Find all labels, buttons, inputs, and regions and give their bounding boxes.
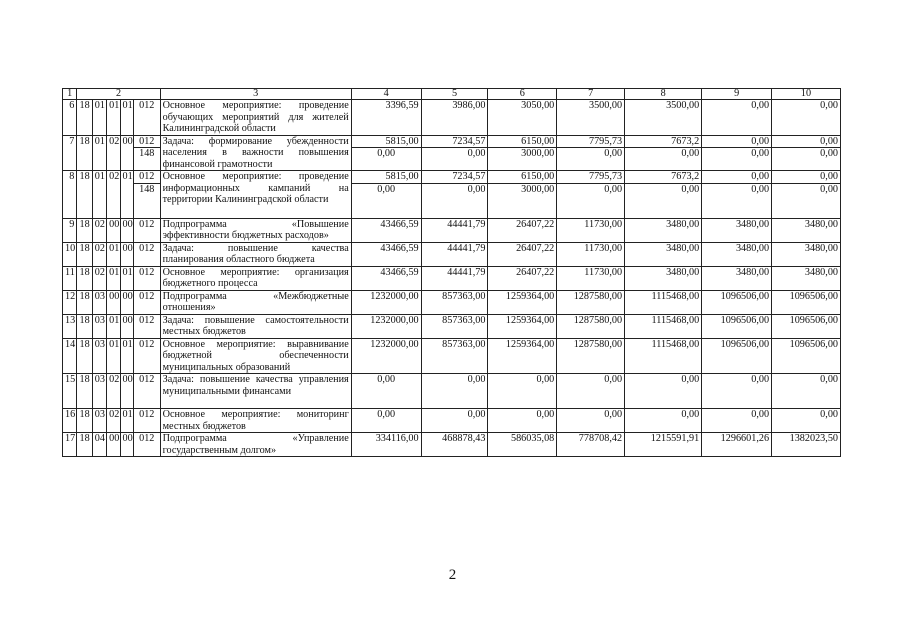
table-row (63, 242, 841, 266)
row-number: 12 (63, 290, 77, 314)
value-cell: 1115468,00 (625, 338, 702, 374)
value-cell: 3480,00 (772, 242, 841, 266)
value-cell: 1232000,00 (351, 314, 421, 338)
table-row (63, 171, 841, 184)
value-cell: 0,00 (421, 374, 488, 409)
header-cell: 10 (772, 89, 841, 100)
header-cell: 4 (351, 89, 421, 100)
value-cell: 0,00 (625, 374, 702, 409)
value-cell: 7234,57 (421, 171, 488, 184)
value-cell: 3480,00 (702, 218, 772, 242)
code-segment: 01 (107, 100, 120, 136)
code-segment: 04 (92, 433, 106, 457)
org-code: 012 (133, 374, 160, 409)
code-segment: 01 (120, 338, 133, 374)
value-cell: 1096506,00 (772, 314, 841, 338)
table-row (63, 374, 841, 409)
code-segment: 01 (120, 100, 133, 136)
code-segment: 00 (107, 218, 120, 242)
value-cell: 6150,00 (488, 135, 557, 148)
code-segment: 00 (107, 290, 120, 314)
org-code: 012 (133, 338, 160, 374)
code-segment: 02 (107, 374, 120, 409)
code-segment: 02 (107, 409, 120, 433)
value-cell: 1287580,00 (557, 290, 625, 314)
value-cell: 1096506,00 (772, 290, 841, 314)
table-row (63, 100, 841, 136)
value-cell: 0,00 (772, 374, 841, 409)
code-segment: 01 (92, 135, 106, 171)
description: Основное мероприятие: выравнивание бюджетной обеспеченности муниципальных образований (160, 338, 351, 374)
value-cell: 857363,00 (421, 314, 488, 338)
value-cell: 1287580,00 (557, 338, 625, 374)
value-cell: 43466,59 (351, 218, 421, 242)
value-cell: 1096506,00 (702, 290, 772, 314)
description: Задача: формирование убежденности населения в важности повышения финансовой грамотности (160, 135, 351, 171)
value-cell: 3986,00 (421, 100, 488, 136)
org-code: 012 (133, 135, 160, 148)
value-cell: 6150,00 (488, 171, 557, 184)
value-cell: 11730,00 (557, 242, 625, 266)
org-code: 012 (133, 171, 160, 184)
code-segment: 00 (107, 433, 120, 457)
org-code: 148 (133, 183, 160, 218)
value-cell: 1115468,00 (625, 290, 702, 314)
code-segment: 03 (92, 409, 106, 433)
value-cell: 468878,43 (421, 433, 488, 457)
value-cell: 0,00 (772, 171, 841, 184)
value-cell: 7795,73 (557, 171, 625, 184)
row-number: 16 (63, 409, 77, 433)
table-row (63, 338, 841, 374)
header-cell: 1 (63, 89, 77, 100)
value-cell: 3000,00 (488, 183, 557, 218)
value-cell: 5815,00 (351, 135, 421, 148)
code-segment: 18 (77, 171, 92, 219)
code-segment: 18 (77, 290, 92, 314)
code-segment: 18 (77, 100, 92, 136)
description: Основное мероприятие: мониторинг местных бюджетов (160, 409, 351, 433)
description: Подпрограмма «Межбюджетные отношения» (160, 290, 351, 314)
row-number: 7 (63, 135, 77, 171)
value-cell: 0,00 (702, 148, 772, 171)
org-code: 148 (133, 148, 160, 171)
code-segment: 18 (77, 242, 92, 266)
description: Основное мероприятие: проведение информационных кампаний на территории Калининградской области (160, 171, 351, 219)
table-row (63, 433, 841, 457)
header-cell: 2 (77, 89, 160, 100)
row-number: 13 (63, 314, 77, 338)
value-cell: 43466,59 (351, 266, 421, 290)
value-cell: 3000,00 (488, 148, 557, 171)
code-segment: 03 (92, 338, 106, 374)
value-cell: 1259364,00 (488, 338, 557, 374)
value-cell: 1096506,00 (702, 338, 772, 374)
value-cell: 0,00 (772, 135, 841, 148)
org-code: 012 (133, 242, 160, 266)
code-segment: 01 (107, 242, 120, 266)
value-cell: 0,00 (702, 135, 772, 148)
row-number: 15 (63, 374, 77, 409)
value-cell: 0,00 (488, 409, 557, 433)
code-segment: 18 (77, 338, 92, 374)
code-segment: 00 (120, 242, 133, 266)
value-cell: 0,00 (772, 183, 841, 218)
value-cell: 11730,00 (557, 266, 625, 290)
code-segment: 03 (92, 290, 106, 314)
code-segment: 18 (77, 135, 92, 171)
value-cell: 0,00 (702, 183, 772, 218)
value-cell: 0,00 (702, 100, 772, 136)
code-segment: 00 (120, 314, 133, 338)
value-cell: 0,00 (557, 148, 625, 171)
row-number: 17 (63, 433, 77, 457)
table-row (63, 218, 841, 242)
description: Подпрограмма «Повышение эффективности бюджетных расходов» (160, 218, 351, 242)
value-cell: 0,00 (702, 374, 772, 409)
value-cell: 1096506,00 (772, 338, 841, 374)
code-segment: 02 (107, 171, 120, 219)
value-cell: 857363,00 (421, 338, 488, 374)
code-segment: 18 (77, 218, 92, 242)
table-row (63, 409, 841, 433)
value-cell: 1259364,00 (488, 314, 557, 338)
table-row (63, 135, 841, 148)
value-cell: 334116,00 (351, 433, 421, 457)
value-cell: 26407,22 (488, 218, 557, 242)
value-cell: 0,00 (625, 183, 702, 218)
code-segment: 01 (120, 409, 133, 433)
code-segment: 01 (120, 266, 133, 290)
row-number: 8 (63, 171, 77, 219)
row-number: 11 (63, 266, 77, 290)
value-cell: 0,00 (557, 374, 625, 409)
code-segment: 01 (107, 266, 120, 290)
table-row (63, 290, 841, 314)
value-cell: 0,00 (625, 409, 702, 433)
description: Задача: повышение качества планирования областного бюджета (160, 242, 351, 266)
value-cell: 586035,08 (488, 433, 557, 457)
value-cell: 857363,00 (421, 290, 488, 314)
value-cell: 0,00 (772, 409, 841, 433)
value-cell: 44441,79 (421, 266, 488, 290)
header-cell: 5 (421, 89, 488, 100)
value-cell: 0,00 (351, 409, 421, 433)
description: Подпрограмма «Управление государственным долгом» (160, 433, 351, 457)
value-cell: 1382023,50 (772, 433, 841, 457)
value-cell: 11730,00 (557, 218, 625, 242)
header-cell: 7 (557, 89, 625, 100)
value-cell: 1296601,26 (702, 433, 772, 457)
value-cell: 0,00 (421, 148, 488, 171)
value-cell: 7673,2 (625, 135, 702, 148)
row-number: 9 (63, 218, 77, 242)
page-number: 2 (448, 567, 457, 583)
code-segment: 00 (120, 218, 133, 242)
code-segment: 02 (107, 135, 120, 171)
value-cell: 0,00 (351, 374, 421, 409)
code-segment: 00 (120, 433, 133, 457)
value-cell: 7673,2 (625, 171, 702, 184)
row-number: 6 (63, 100, 77, 136)
value-cell: 3480,00 (772, 266, 841, 290)
code-segment: 02 (92, 266, 106, 290)
org-code: 012 (133, 314, 160, 338)
code-segment: 00 (120, 374, 133, 409)
value-cell: 778708,42 (557, 433, 625, 457)
row-number: 14 (63, 338, 77, 374)
table-body (63, 89, 841, 457)
value-cell: 3050,00 (488, 100, 557, 136)
org-code: 012 (133, 290, 160, 314)
value-cell: 44441,79 (421, 242, 488, 266)
value-cell: 3480,00 (702, 242, 772, 266)
code-segment: 18 (77, 266, 92, 290)
code-segment: 01 (92, 100, 106, 136)
value-cell: 44441,79 (421, 218, 488, 242)
header-cell: 6 (488, 89, 557, 100)
value-cell: 1115468,00 (625, 314, 702, 338)
value-cell: 3396,59 (351, 100, 421, 136)
value-cell: 0,00 (557, 409, 625, 433)
code-segment: 01 (107, 338, 120, 374)
description: Основное мероприятие: организация бюджетного процесса (160, 266, 351, 290)
value-cell: 3480,00 (772, 218, 841, 242)
value-cell: 0,00 (702, 409, 772, 433)
code-segment: 18 (77, 433, 92, 457)
org-code: 012 (133, 218, 160, 242)
value-cell: 1259364,00 (488, 290, 557, 314)
description: Задача: повышение самостоятельности местных бюджетов (160, 314, 351, 338)
value-cell: 43466,59 (351, 242, 421, 266)
code-segment: 18 (77, 314, 92, 338)
value-cell: 0,00 (702, 171, 772, 184)
header-row (63, 89, 841, 100)
header-cell: 8 (625, 89, 702, 100)
table-row (63, 314, 841, 338)
value-cell: 0,00 (351, 183, 421, 218)
code-segment: 01 (107, 314, 120, 338)
row-number: 10 (63, 242, 77, 266)
code-segment: 18 (77, 374, 92, 409)
code-segment: 00 (120, 290, 133, 314)
value-cell: 0,00 (625, 148, 702, 171)
code-segment: 18 (77, 409, 92, 433)
table-row (63, 266, 841, 290)
value-cell: 26407,22 (488, 242, 557, 266)
value-cell: 7795,73 (557, 135, 625, 148)
code-segment: 00 (120, 135, 133, 171)
value-cell: 0,00 (351, 148, 421, 171)
description: Основное мероприятие: проведение обучающих мероприятий для жителей Калининградской области (160, 100, 351, 136)
value-cell: 1232000,00 (351, 290, 421, 314)
description: Задача: повышение качества управления муниципальными финансами (160, 374, 351, 409)
value-cell: 3500,00 (557, 100, 625, 136)
value-cell: 0,00 (421, 409, 488, 433)
budget-table (62, 88, 841, 457)
code-segment: 03 (92, 314, 106, 338)
value-cell: 0,00 (772, 148, 841, 171)
org-code: 012 (133, 100, 160, 136)
value-cell: 3480,00 (702, 266, 772, 290)
org-code: 012 (133, 409, 160, 433)
value-cell: 26407,22 (488, 266, 557, 290)
code-segment: 02 (92, 242, 106, 266)
header-cell: 3 (160, 89, 351, 100)
value-cell: 5815,00 (351, 171, 421, 184)
value-cell: 0,00 (772, 100, 841, 136)
code-segment: 03 (92, 374, 106, 409)
value-cell: 3480,00 (625, 218, 702, 242)
value-cell: 0,00 (488, 374, 557, 409)
value-cell: 0,00 (421, 183, 488, 218)
value-cell: 3480,00 (625, 242, 702, 266)
value-cell: 1215591,91 (625, 433, 702, 457)
org-code: 012 (133, 266, 160, 290)
code-segment: 01 (120, 171, 133, 219)
header-cell: 9 (702, 89, 772, 100)
org-code: 012 (133, 433, 160, 457)
value-cell: 1287580,00 (557, 314, 625, 338)
value-cell: 3500,00 (625, 100, 702, 136)
code-segment: 01 (92, 171, 106, 219)
value-cell: 0,00 (557, 183, 625, 218)
value-cell: 1232000,00 (351, 338, 421, 374)
value-cell: 3480,00 (625, 266, 702, 290)
code-segment: 02 (92, 218, 106, 242)
value-cell: 1096506,00 (702, 314, 772, 338)
value-cell: 7234,57 (421, 135, 488, 148)
